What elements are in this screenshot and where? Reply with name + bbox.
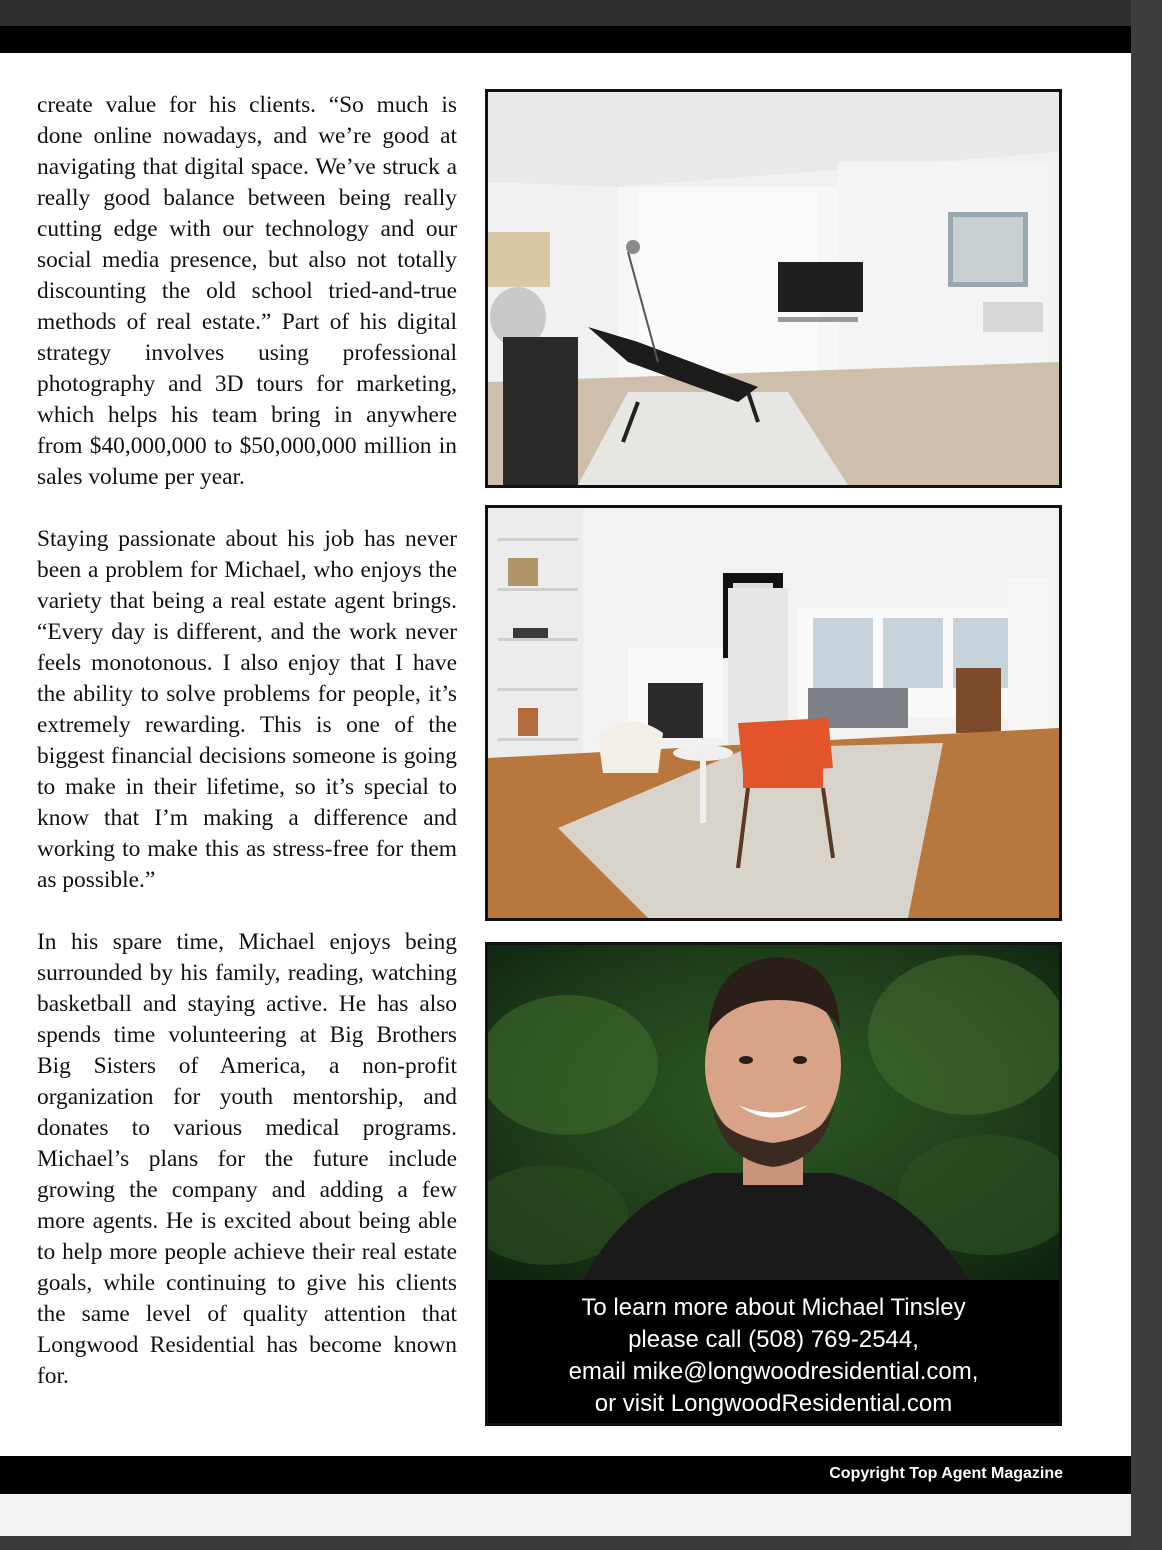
article-paragraph-3: In his spare time, Michael enjoys being surrounded by his family, reading, watching basketball and staying active. He has also spends time volunteering at Big Brothers Big Sisters of America, a non-profit organization for youth mentorship, and donates to various medical programs. Michael’s plans for the future include growing the company and adding a few more agents. He is excited about being able to help more people achieve their real estate goals, while continuing to give his clients the same level of quality attention that Longwood Residential has become known for. — [37, 929, 457, 1389]
contact-caption-website: or visit LongwoodResidential.com — [594, 1390, 953, 1417]
contact-caption — [488, 1280, 1059, 1420]
header-band — [0, 26, 1131, 53]
article-text-column — [37, 90, 457, 1423]
copyright-text: Copyright Top Agent Magazine — [829, 1465, 1063, 1482]
viewer-right-edge — [1131, 0, 1162, 1550]
contact-caption-email: email mike@longwoodresidential.com, — [568, 1358, 979, 1385]
article-paragraph-2: Staying passionate about his job has never been a problem for Michael, who enjoys the variety that being a real estate agent brings. “Every day is different, and the work never feels monotonous. I also enjoy that I have the ability to solve problems for people, it’s extremely rewarding. This is one of the biggest financial decisions someone is going to make in their lifetime, so it’s special to know that I’m making a difference and working to make this as stress-free for them as possible.” — [37, 526, 457, 893]
viewer-top-bar — [0, 0, 1162, 26]
magazine-page — [0, 26, 1131, 1536]
agent-portrait-photo — [485, 942, 1062, 1426]
contact-caption-line-1: To learn more about Michael Tinsley — [581, 1294, 966, 1321]
fireplace-living-room-photo — [485, 505, 1062, 921]
page-bottom-margin — [0, 1494, 1131, 1536]
article-paragraph-1: create value for his clients. “So much is done online nowadays, and we’re good at navigating that digital space. We’ve struck a really good balance between being really cutting edge with our technology and our social media presence, but also not totally discounting the old school tried-and-true methods of real estate.” Part of his digital strategy involves using professional photography and 3D tours for marketing, which helps his team bring in anywhere from $40,000,000 to $50,000,000 million in sales volume per year. — [37, 92, 457, 490]
living-room-photo — [485, 89, 1062, 488]
contact-caption-phone: please call (508) 769-2544, — [628, 1326, 919, 1353]
footer-band — [0, 1456, 1131, 1494]
